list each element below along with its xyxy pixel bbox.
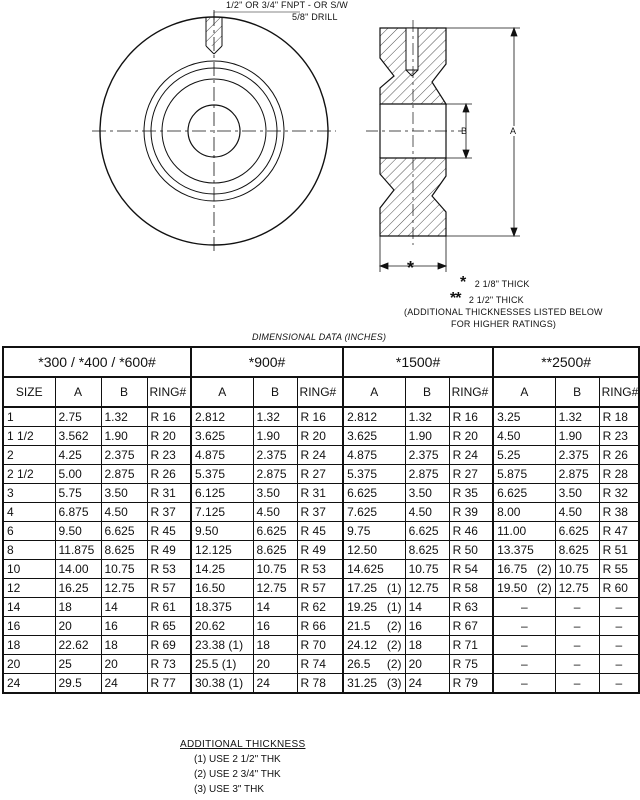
ring-cell: R 70 — [297, 636, 343, 655]
a-cell: 25 — [55, 655, 101, 674]
ring-cell: R 66 — [297, 617, 343, 636]
table-row — [3, 446, 639, 465]
table-row — [3, 427, 639, 446]
ring-cell: R 51 — [599, 541, 639, 560]
a-value: 31.25 — [347, 676, 378, 690]
a-cell: 5.375 — [191, 465, 253, 484]
table-row — [3, 503, 639, 522]
a-cell: 2.812 — [191, 407, 253, 427]
a-value: – — [521, 619, 528, 633]
ring-cell: – — [599, 598, 639, 617]
table-row — [3, 522, 639, 541]
ring-cell: R 60 — [599, 579, 639, 598]
a-cell — [493, 503, 555, 522]
a-cell — [493, 579, 555, 598]
a-value: 6.625 — [347, 486, 378, 500]
a-cell: 3.625 — [191, 427, 253, 446]
a-cell — [493, 655, 555, 674]
a-cell: 7.125 — [191, 503, 253, 522]
ring-cell: R 53 — [297, 560, 343, 579]
col-a: A — [191, 377, 253, 407]
b-cell: 18 — [101, 636, 147, 655]
ring-cell: R 24 — [297, 446, 343, 465]
section-view — [366, 20, 462, 245]
legend-double-star — [450, 290, 524, 308]
a-cell — [493, 484, 555, 503]
ring-cell: R 69 — [147, 636, 191, 655]
b-cell: 1.32 — [101, 407, 147, 427]
ring-cell: R 49 — [147, 541, 191, 560]
b-cell: 12.75 — [555, 579, 599, 598]
col-b: B — [253, 377, 297, 407]
a-cell — [493, 407, 555, 427]
ring-cell: R 54 — [449, 560, 493, 579]
a-cell — [493, 617, 555, 636]
b-cell: 2.375 — [405, 446, 449, 465]
ring-cell: R 24 — [449, 446, 493, 465]
additional-thickness-notes — [180, 737, 305, 797]
ring-cell: R 75 — [449, 655, 493, 674]
ring-cell: R 16 — [147, 407, 191, 427]
b-cell: 18 — [253, 636, 297, 655]
a-cell: 2.75 — [55, 407, 101, 427]
table-caption: DIMENSIONAL DATA (INCHES) — [252, 332, 387, 342]
double-star-text: 2 1/2" THICK — [468, 295, 524, 305]
table-row — [3, 579, 639, 598]
size-cell: 24 — [3, 674, 55, 694]
a-cell: 14.00 — [55, 560, 101, 579]
a-value: 5.875 — [497, 467, 528, 481]
ring-cell: R 67 — [449, 617, 493, 636]
ring-cell: R 28 — [599, 465, 639, 484]
a-cell — [343, 560, 405, 579]
b-cell: 4.50 — [555, 503, 599, 522]
ring-cell: R 23 — [599, 427, 639, 446]
a-cell: 5.75 — [55, 484, 101, 503]
dimensional-data-table — [2, 346, 640, 694]
b-cell: 6.625 — [101, 522, 147, 541]
a-cell: 6.875 — [55, 503, 101, 522]
ring-cell: R 32 — [599, 484, 639, 503]
table-row — [3, 560, 639, 579]
a-value: 5.25 — [497, 448, 521, 462]
b-cell: 4.50 — [253, 503, 297, 522]
b-cell: 12.75 — [405, 579, 449, 598]
b-cell: 14 — [253, 598, 297, 617]
table-row — [3, 465, 639, 484]
a-value: 6.625 — [497, 486, 528, 500]
a-value: 9.75 — [347, 524, 371, 538]
a-cell: 12.125 — [191, 541, 253, 560]
a-cell — [493, 427, 555, 446]
ring-cell: R 26 — [147, 465, 191, 484]
table-row — [3, 617, 639, 636]
ring-cell: – — [599, 636, 639, 655]
b-cell: – — [555, 655, 599, 674]
ring-cell: R 38 — [599, 503, 639, 522]
b-cell: 2.375 — [555, 446, 599, 465]
column-header-row — [3, 377, 639, 407]
col-a: A — [493, 377, 555, 407]
table-row — [3, 484, 639, 503]
a-value: – — [521, 600, 528, 614]
size-cell: 10 — [3, 560, 55, 579]
a-value: 7.625 — [347, 505, 378, 519]
b-cell: 2.375 — [101, 446, 147, 465]
a-value: 13.375 — [497, 543, 534, 557]
ring-cell: R 20 — [449, 427, 493, 446]
b-cell: 24 — [405, 674, 449, 694]
a-cell — [493, 636, 555, 655]
thickness-note-ref: (2) — [386, 638, 402, 652]
ring-cell: R 65 — [147, 617, 191, 636]
ring-cell: R 57 — [147, 579, 191, 598]
col-size: SIZE — [3, 377, 55, 407]
a-cell: 14.25 — [191, 560, 253, 579]
b-cell: 1.32 — [253, 407, 297, 427]
ring-cell: R 31 — [147, 484, 191, 503]
col-b: B — [405, 377, 449, 407]
ring-cell: R 26 — [599, 446, 639, 465]
b-cell: 1.90 — [253, 427, 297, 446]
a-cell — [343, 503, 405, 522]
a-value: – — [521, 676, 528, 690]
thickness-note-ref: (3) — [386, 676, 402, 690]
a-value: 24.12 — [347, 638, 378, 652]
a-value: 17.25 — [347, 581, 378, 595]
ring-cell: R 46 — [449, 522, 493, 541]
b-cell: 2.875 — [101, 465, 147, 484]
ring-cell: R 23 — [147, 446, 191, 465]
ring-cell: R 62 — [297, 598, 343, 617]
note-item: (1) USE 2 1/2" THK — [194, 754, 281, 765]
a-cell: 25.5 (1) — [191, 655, 253, 674]
ring-cell: R 78 — [297, 674, 343, 694]
a-value: – — [521, 657, 528, 671]
size-cell: 8 — [3, 541, 55, 560]
thickness-note-ref: (2) — [536, 562, 552, 576]
notes-title: ADDITIONAL THICKNESS — [180, 739, 306, 750]
a-value: 26.5 — [347, 657, 371, 671]
b-cell: 8.625 — [555, 541, 599, 560]
thickness-star: * — [407, 258, 415, 278]
spectacle-blank-drawing — [0, 0, 640, 340]
size-cell: 3 — [3, 484, 55, 503]
ring-cell: R 31 — [297, 484, 343, 503]
size-cell: 1 1/2 — [3, 427, 55, 446]
ring-cell: R 63 — [449, 598, 493, 617]
col-a: A — [343, 377, 405, 407]
size-cell: 2 — [3, 446, 55, 465]
ring-cell: R 37 — [297, 503, 343, 522]
a-cell: 30.38 (1) — [191, 674, 253, 694]
ring-cell: – — [599, 655, 639, 674]
a-cell — [493, 541, 555, 560]
ring-cell: R 55 — [599, 560, 639, 579]
ring-cell: R 79 — [449, 674, 493, 694]
single-star-symbol: * — [460, 274, 467, 291]
a-cell — [493, 560, 555, 579]
size-cell: 12 — [3, 579, 55, 598]
a-cell — [493, 674, 555, 694]
a-cell — [493, 446, 555, 465]
a-value: 2.812 — [347, 410, 378, 424]
a-cell: 20 — [55, 617, 101, 636]
a-value: 5.375 — [347, 467, 378, 481]
b-cell: – — [555, 636, 599, 655]
ring-cell: R 77 — [147, 674, 191, 694]
b-cell: 1.32 — [405, 407, 449, 427]
ring-cell: R 49 — [297, 541, 343, 560]
col-a: A — [55, 377, 101, 407]
ring-cell: R 35 — [449, 484, 493, 503]
a-cell: 4.25 — [55, 446, 101, 465]
col-ring: RING# — [147, 377, 191, 407]
a-value: 4.50 — [497, 429, 521, 443]
a-value: – — [521, 638, 528, 652]
a-cell: 4.875 — [191, 446, 253, 465]
b-cell: 20 — [101, 655, 147, 674]
thickness-note-ref: (2) — [536, 581, 552, 595]
a-cell: 16.50 — [191, 579, 253, 598]
table-row — [3, 598, 639, 617]
b-cell: 2.375 — [253, 446, 297, 465]
a-cell: 3.562 — [55, 427, 101, 446]
a-cell — [343, 541, 405, 560]
b-cell: 12.75 — [253, 579, 297, 598]
dimension-b-label: B — [461, 126, 468, 136]
thickness-note-ref: (1) — [386, 600, 402, 614]
size-cell: 20 — [3, 655, 55, 674]
size-cell: 4 — [3, 503, 55, 522]
a-cell — [343, 617, 405, 636]
ring-cell: R 45 — [297, 522, 343, 541]
ring-cell: – — [599, 674, 639, 694]
ring-cell: R 50 — [449, 541, 493, 560]
ring-cell: R 45 — [147, 522, 191, 541]
b-cell: 4.50 — [405, 503, 449, 522]
a-cell: 16.25 — [55, 579, 101, 598]
a-cell — [343, 446, 405, 465]
b-cell: 2.875 — [405, 465, 449, 484]
a-value: 3.25 — [497, 410, 521, 424]
b-cell: 10.75 — [253, 560, 297, 579]
ring-cell: R 16 — [449, 407, 493, 427]
a-value: 3.625 — [347, 429, 378, 443]
ring-cell: – — [599, 617, 639, 636]
b-cell: 2.875 — [253, 465, 297, 484]
size-cell: 1 — [3, 407, 55, 427]
ring-cell: R 27 — [449, 465, 493, 484]
col-ring: RING# — [449, 377, 493, 407]
class-2500-header: **2500# — [493, 347, 639, 377]
b-cell: 20 — [253, 655, 297, 674]
b-cell: 2.875 — [555, 465, 599, 484]
class-300-header: *300 / *400 / *600# — [3, 347, 191, 377]
b-cell: 6.625 — [253, 522, 297, 541]
a-cell: 18.375 — [191, 598, 253, 617]
a-cell — [343, 522, 405, 541]
a-cell: 5.00 — [55, 465, 101, 484]
note-item: (2) USE 2 3/4" THK — [194, 769, 281, 780]
a-value: 21.5 — [347, 619, 371, 633]
b-cell: 1.32 — [555, 407, 599, 427]
b-cell: 24 — [101, 674, 147, 694]
a-cell: 22.62 — [55, 636, 101, 655]
b-cell: 3.50 — [405, 484, 449, 503]
a-value: 8.00 — [497, 505, 521, 519]
a-cell: 20.62 — [191, 617, 253, 636]
a-cell — [343, 427, 405, 446]
ring-cell: R 20 — [147, 427, 191, 446]
b-cell: 1.90 — [555, 427, 599, 446]
a-cell — [343, 674, 405, 694]
ring-cell: R 61 — [147, 598, 191, 617]
ring-cell: R 20 — [297, 427, 343, 446]
fnpt-note: 1/2" OR 3/4" FNPT - OR S/W — [226, 0, 348, 10]
b-cell: 4.50 — [101, 503, 147, 522]
col-b: B — [101, 377, 147, 407]
size-cell: 16 — [3, 617, 55, 636]
b-cell: 16 — [405, 617, 449, 636]
b-cell: 18 — [405, 636, 449, 655]
ring-cell: R 53 — [147, 560, 191, 579]
b-cell: 10.75 — [101, 560, 147, 579]
a-cell — [343, 598, 405, 617]
a-value: 14.625 — [347, 562, 384, 576]
ring-cell: R 27 — [297, 465, 343, 484]
ring-cell: R 71 — [449, 636, 493, 655]
b-cell: 8.625 — [101, 541, 147, 560]
a-cell — [493, 598, 555, 617]
a-cell — [343, 655, 405, 674]
single-star-text: 2 1/8" THICK — [474, 279, 530, 289]
table-row — [3, 674, 639, 694]
class-1500-header: *1500# — [343, 347, 493, 377]
a-cell — [343, 465, 405, 484]
thickness-note-ref: (2) — [386, 619, 402, 633]
double-star-symbol: ** — [450, 290, 461, 307]
a-cell — [343, 579, 405, 598]
b-cell: 16 — [253, 617, 297, 636]
note-item: (3) USE 3" THK — [194, 784, 265, 795]
a-cell — [343, 407, 405, 427]
b-cell: 10.75 — [405, 560, 449, 579]
a-cell — [493, 522, 555, 541]
a-cell: 29.5 — [55, 674, 101, 694]
col-ring: RING# — [297, 377, 343, 407]
b-cell: 14 — [101, 598, 147, 617]
a-value: 12.50 — [347, 543, 378, 557]
b-cell: 3.50 — [555, 484, 599, 503]
a-cell: 18 — [55, 598, 101, 617]
dimension-a-label: A — [510, 126, 517, 136]
thickness-note-ref: (1) — [386, 581, 402, 595]
b-cell: – — [555, 617, 599, 636]
b-cell: 6.625 — [555, 522, 599, 541]
table-row — [3, 636, 639, 655]
b-cell: 8.625 — [405, 541, 449, 560]
b-cell: 3.50 — [101, 484, 147, 503]
a-cell: 11.875 — [55, 541, 101, 560]
ring-cell: R 58 — [449, 579, 493, 598]
pressure-class-header-row — [3, 347, 639, 377]
ring-cell: R 16 — [297, 407, 343, 427]
size-cell: 6 — [3, 522, 55, 541]
table-row — [3, 407, 639, 427]
legend-note-line2: FOR HIGHER RATINGS) — [451, 319, 557, 329]
a-cell: 23.38 (1) — [191, 636, 253, 655]
a-value: 19.50 — [497, 581, 528, 595]
ring-cell: R 37 — [147, 503, 191, 522]
b-cell: 6.625 — [405, 522, 449, 541]
b-cell: 16 — [101, 617, 147, 636]
b-cell: 14 — [405, 598, 449, 617]
ring-cell: R 18 — [599, 407, 639, 427]
a-value: 4.875 — [347, 448, 378, 462]
b-cell: – — [555, 598, 599, 617]
table-row — [3, 541, 639, 560]
class-900-header: *900# — [191, 347, 343, 377]
b-cell: 12.75 — [101, 579, 147, 598]
drill-note: 5/8" DRILL — [292, 12, 338, 22]
a-cell — [343, 484, 405, 503]
size-cell: 2 1/2 — [3, 465, 55, 484]
ring-cell: R 57 — [297, 579, 343, 598]
a-value: 11.00 — [497, 524, 527, 538]
a-cell — [343, 636, 405, 655]
b-cell: 8.625 — [253, 541, 297, 560]
col-b: B — [555, 377, 599, 407]
a-value: 19.25 — [347, 600, 378, 614]
size-cell: 14 — [3, 598, 55, 617]
b-cell: 1.90 — [101, 427, 147, 446]
ring-cell: R 39 — [449, 503, 493, 522]
ring-cell: R 73 — [147, 655, 191, 674]
a-cell: 9.50 — [191, 522, 253, 541]
table-row — [3, 655, 639, 674]
col-ring: RING# — [599, 377, 639, 407]
ring-cell: R 47 — [599, 522, 639, 541]
b-cell: 10.75 — [555, 560, 599, 579]
a-cell: 6.125 — [191, 484, 253, 503]
thickness-note-ref: (2) — [386, 657, 402, 671]
ring-cell: R 74 — [297, 655, 343, 674]
front-view — [92, 12, 336, 252]
b-cell: 3.50 — [253, 484, 297, 503]
a-cell: 9.50 — [55, 522, 101, 541]
a-value: 16.75 — [497, 562, 528, 576]
b-cell: – — [555, 674, 599, 694]
b-cell: 24 — [253, 674, 297, 694]
a-cell — [493, 465, 555, 484]
legend-note-line1: (ADDITIONAL THICKNESSES LISTED BELOW — [404, 307, 603, 317]
b-cell: 1.90 — [405, 427, 449, 446]
b-cell: 20 — [405, 655, 449, 674]
size-cell: 18 — [3, 636, 55, 655]
table-body — [3, 407, 639, 693]
